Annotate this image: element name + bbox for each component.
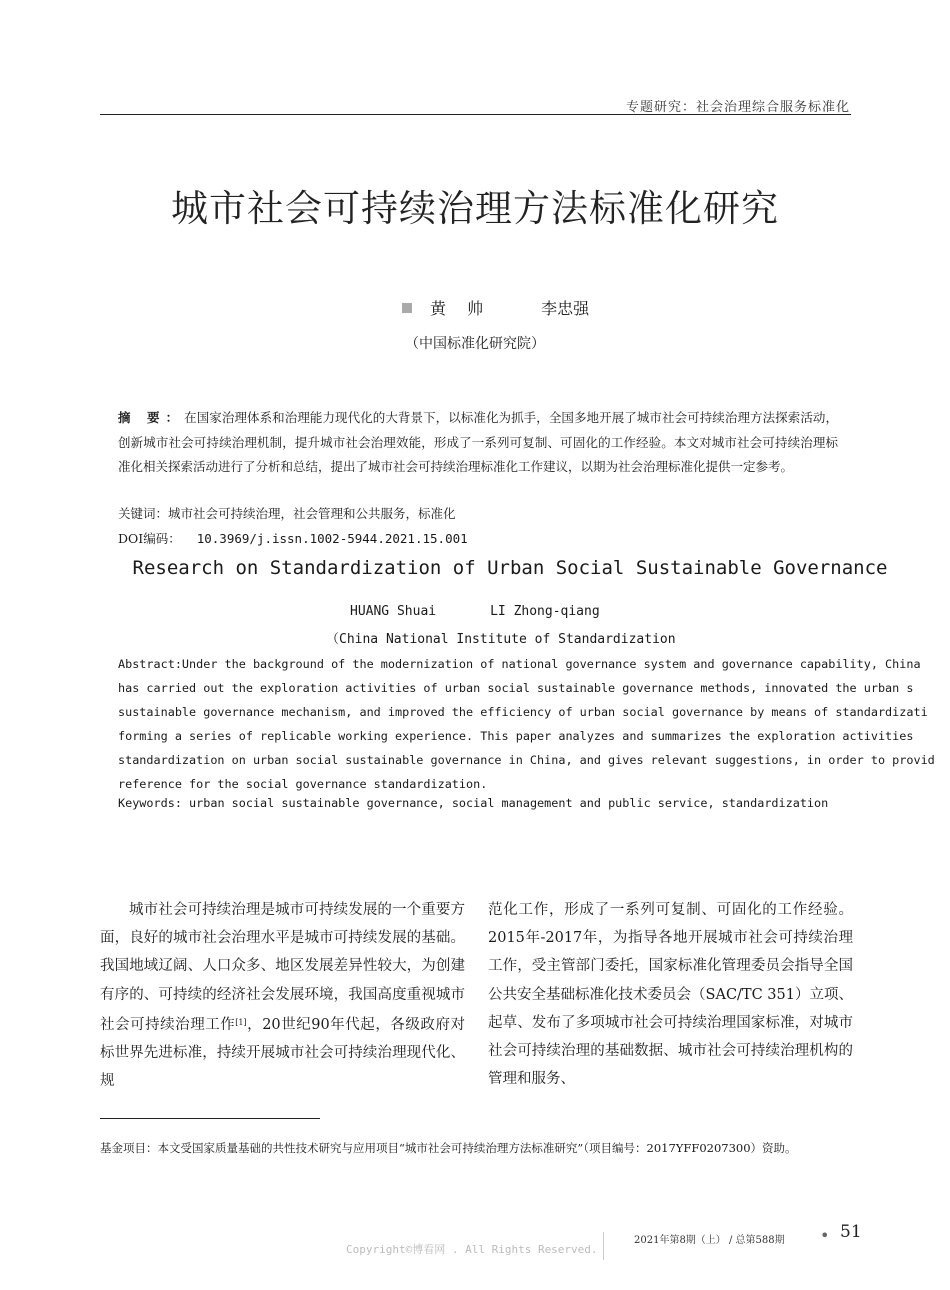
abstract-en-line: Under the background of the modernization of national governance system and governance capability, China (181, 657, 921, 671)
abstract-en-line: reference for the social governance standardization. (118, 777, 488, 791)
footnote: 基金项目：本文受国家质量基础的共性技术研究与应用项目“城市社会可持续治理方法标准研究”（项目编号：2017YFF0207300）资助。 (100, 1141, 797, 1155)
footnote-rule (100, 1118, 320, 1119)
abstract-en-line: sustainable governance mechanism, and improved the efficiency of urban social governance by means of standardizati (118, 705, 928, 719)
affiliation-cn: （中国标准化研究院） (405, 336, 545, 352)
copyright-watermark: Copyright©博看网 . All Rights Reserved. (346, 1243, 598, 1256)
issue-info: 2021年第8期（上） / 总第588期 (634, 1235, 785, 1246)
page-bullet: • (820, 1226, 830, 1245)
body-left-text: 城市社会可持续治理是城市可持续发展的一个重要方面，良好的城市社会治理水平是城市可持续发展的基础。我国地域辽阔、人口众多、地区发展差异性较大，为创建有序的、可持续的经济社会发展环境，我国高度重视城市社会可持续治理工作 (100, 902, 465, 1033)
abstract-en-line: has carried out the exploration activities of urban social sustainable governance methods, innovated the urban s (118, 681, 914, 695)
author-2: 李忠强 (541, 299, 590, 318)
keywords-cn-label: 关键词： (118, 506, 169, 521)
author-en-2: LI Zhong-qiang (490, 604, 600, 619)
square-bullet-icon (402, 303, 412, 313)
doi-label: DOI编码： (118, 531, 181, 546)
title-en: Research on Standardization of Urban Social Sustainable Governance (132, 557, 888, 579)
keywords-en (118, 796, 828, 810)
abstract-en (118, 652, 950, 796)
footer-divider (603, 1232, 604, 1260)
author-1: 黄 帅 (430, 299, 492, 318)
body-column-right: 范化工作，形成了一系列可复制、可固化的工作经验。2015年-2017年，为指导各地开展城市社会可持续治理工作，受主管部门委托，国家标准化管理委员会指导全国公共安全基础标准化技术委员会（SAC/TC 351）立项、起草、发布了多项城市社会可持续治理国家标准，对城市社会可持续治理的基础数据、城市社会可持续治理机构的管理和服务、 (488, 902, 853, 1088)
page-number: 51 (840, 1222, 862, 1242)
abstract-cn-label: 摘 要： (118, 410, 185, 425)
keywords-en-text: urban social sustainable governance, social management and public service, standardization (189, 796, 829, 810)
running-header: 专题研究：社会治理综合服务标准化 (625, 100, 850, 115)
keywords-en-label: Keywords: (118, 796, 182, 810)
citation-ref[interactable]: [1] (235, 1017, 247, 1027)
abstract-cn-text: 在国家治理体系和治理能力现代化的大背景下，以标准化为抓手，全国多地开展了城市社会可持续治理方法探索活动，创新城市社会可持续治理机制，提升城市社会治理效能，形成了一系列可复制、可固化的工作经验。本文对城市社会可持续治理标准化相关探索活动进行了分析和总结，提出了城市社会可持续治理标准化工作建议，以期为社会治理标准化提供一定参考。 (118, 410, 838, 474)
keywords-cn (118, 504, 456, 522)
affiliation-en: （China National Institute of Standardization (326, 632, 676, 647)
abstract-en-label: Abstract: (118, 657, 182, 671)
body-column-left (100, 896, 465, 1095)
authors-en (350, 604, 600, 619)
header-rule (100, 114, 851, 115)
keywords-cn-text: 城市社会可持续治理，社会管理和公共服务，标准化 (168, 506, 456, 521)
abstract-en-line: forming a series of replicable working experience. This paper analyzes and summarizes the exploration activities (118, 729, 914, 743)
doi-value: 10.3969/j.issn.1002-5944.2021.15.001 (196, 531, 468, 546)
author-en-1: HUANG Shuai (350, 604, 437, 619)
title-cn: 城市社会可持续治理方法标准化研究 (171, 187, 779, 230)
abstract-cn (118, 406, 838, 480)
abstract-en-line: standardization on urban social sustainable governance in China, and gives relevant suggestions, in order to provid (118, 753, 935, 767)
body-left-text-cont: ，20世纪90年代起，各级政府对标世界先进标准，持续开展城市社会可持续治理现代化、规 (100, 1016, 465, 1090)
doi (118, 529, 468, 547)
authors-cn (402, 296, 589, 319)
